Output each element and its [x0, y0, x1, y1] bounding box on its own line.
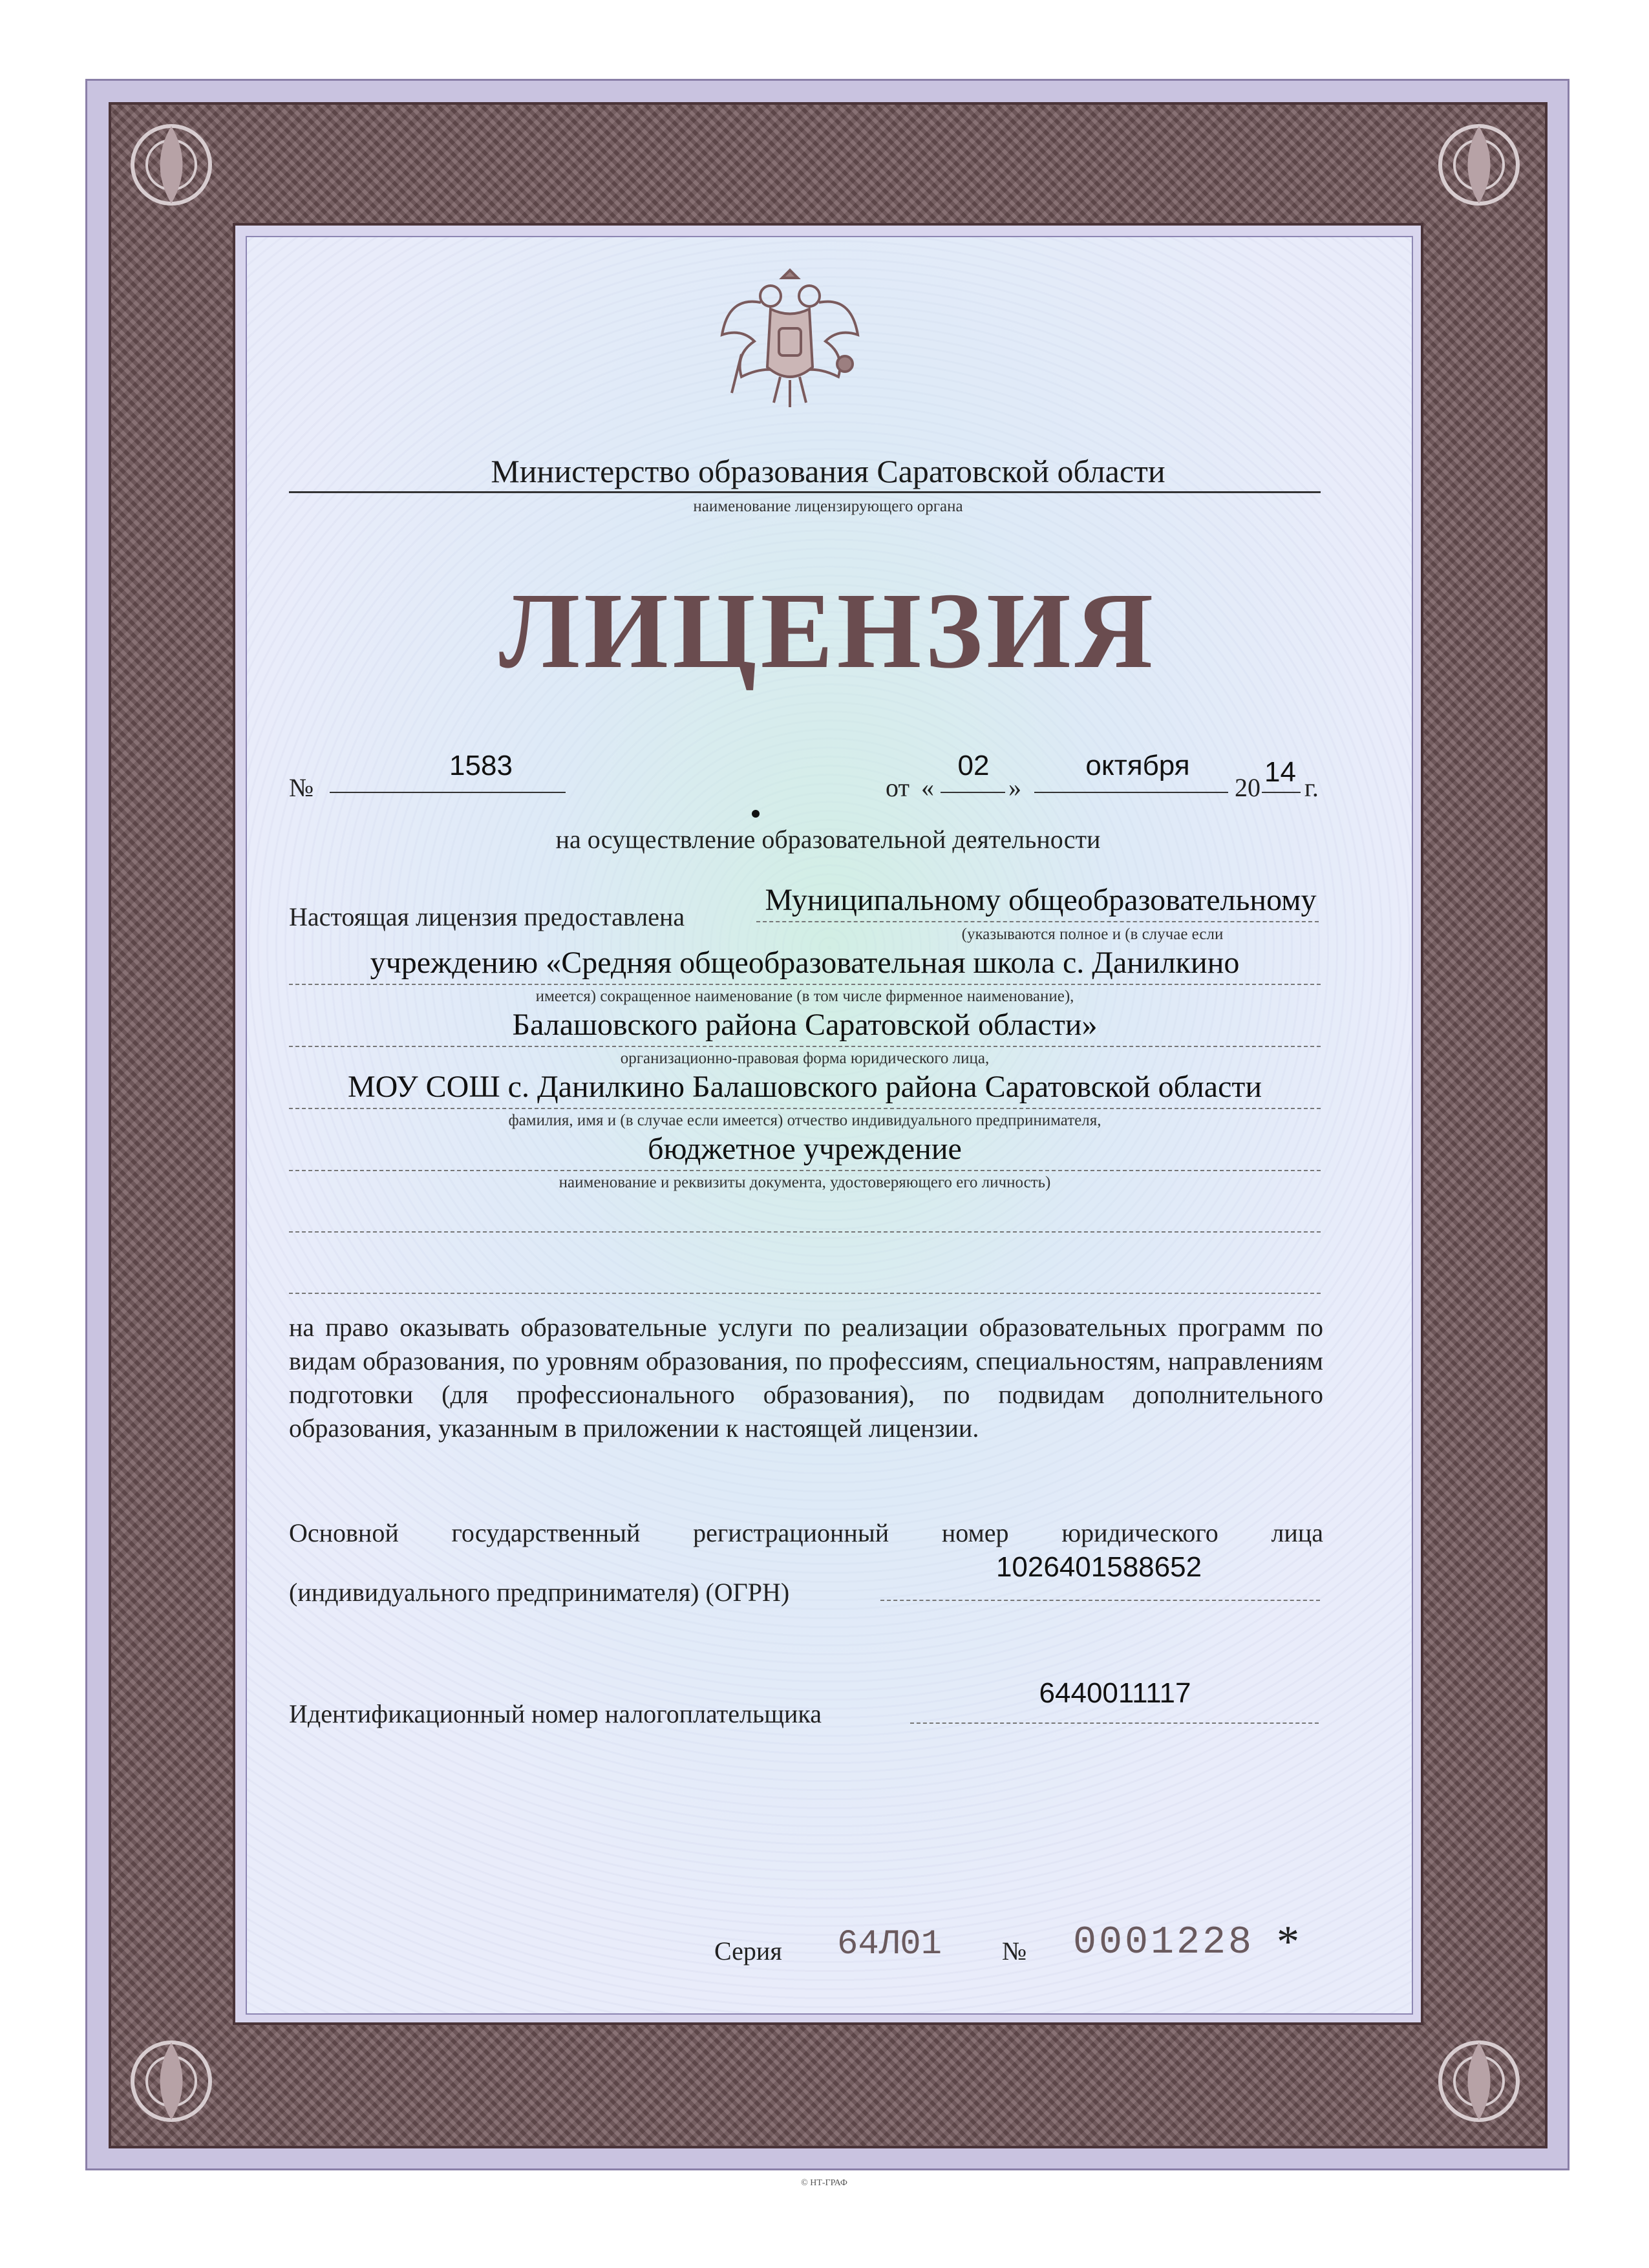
inn-rule — [910, 1722, 1319, 1724]
corner-ornament-icon — [1431, 116, 1527, 213]
holder-line-2-rule — [289, 984, 1321, 985]
series-number-value: 0001228 — [1073, 1921, 1255, 1965]
printer-imprint: © НТ-ГРАФ — [801, 2178, 847, 2188]
licensing-authority-name: Министерство образования Саратовской области — [491, 453, 1165, 489]
holder-name-line-5: бюджетное учреждение — [648, 1132, 962, 1166]
corner-ornament-icon — [123, 2033, 220, 2130]
holder-caption-1: (указываются полное и (в случае если — [961, 926, 1224, 943]
ogrn-label-line-1: Основной государственный регистрационный номер юридического лица — [289, 1518, 1323, 1547]
date-month-rule — [1034, 792, 1228, 793]
date-day: 02 — [957, 750, 990, 781]
date-year-rule — [1262, 792, 1301, 793]
authority-caption: наименование лицензирующего органа — [693, 498, 963, 515]
holder-caption-5: наименование и реквизиты документа, удостоверяющего его личность) — [559, 1174, 1051, 1191]
date-quote-close: » — [1008, 773, 1021, 802]
blank-line-2 — [289, 1293, 1321, 1294]
rights-paragraph: на право оказывать образовательные услуги по реализации образовательных программ по видам образования, по уровням образования, по профессиям, специальностям, направлениям подготовки (для профессионального образования), по подвидам дополнительного образования, указанным в приложении к настоящей лицензии. — [289, 1313, 1323, 1443]
date-year-suffix: 14 — [1264, 756, 1296, 788]
holder-name-line-4: МОУ СОШ с. Данилкино Балашовского района Саратовской области — [347, 1070, 1262, 1104]
license-purpose: на осуществление образовательной деятельности — [555, 825, 1101, 854]
holder-name-line-2: учреждению «Средняя общеобразовательная школа с. Данилкино — [370, 946, 1240, 980]
date-year-prefix: 20 — [1235, 773, 1261, 802]
license-number-rule — [330, 792, 566, 793]
corner-ornament-icon — [1431, 2033, 1527, 2130]
inn-value: 6440011117 — [1039, 1677, 1191, 1709]
corner-ornament-icon — [123, 116, 220, 213]
license-number-value: 1583 — [449, 750, 513, 781]
holder-caption-2: имеется) сокращенное наименование (в том числе фирменное наименование), — [535, 988, 1074, 1005]
date-month: октября — [1085, 750, 1190, 781]
ogrn-value: 1026401588652 — [995, 1551, 1202, 1583]
inn-label: Идентификационный номер налогоплательщика — [289, 1699, 822, 1728]
document-title: ЛИЦЕНЗИЯ — [499, 571, 1157, 691]
series-mark: * — [1277, 1917, 1299, 1967]
holder-caption-4: фамилия, имя и (в случае если имеется) отчество индивидуального предпринимателя, — [508, 1112, 1101, 1129]
date-day-rule — [941, 792, 1005, 793]
holder-line-5-rule — [289, 1170, 1321, 1171]
holder-line-4-rule — [289, 1108, 1321, 1109]
holder-line-1-rule — [756, 921, 1319, 922]
holder-name-line-3: Балашовского района Саратовской области» — [512, 1008, 1098, 1042]
blank-line-1 — [289, 1231, 1321, 1233]
series-value: 64Л01 — [837, 1925, 942, 1964]
ogrn-label-line-2: (индивидуального предпринимателя) (ОГРН) — [289, 1578, 790, 1607]
date-prefix: от — [886, 773, 910, 802]
holder-name-line-1: Муниципальному общеобразовательному — [765, 883, 1317, 917]
series-number-label: № — [1002, 1936, 1027, 1966]
series-label: Серия — [714, 1936, 782, 1966]
holder-caption-3: организационно-правовая форма юридического лица, — [620, 1050, 990, 1067]
license-number-label: № — [289, 773, 314, 802]
ink-dot — [752, 810, 760, 818]
holder-line-3-rule — [289, 1046, 1321, 1047]
authority-rule — [289, 491, 1321, 493]
granted-label: Настоящая лицензия предоставлена — [289, 902, 685, 931]
coat-of-arms-icon — [716, 257, 864, 412]
date-quote-open: « — [921, 773, 934, 802]
date-year-end: г. — [1304, 773, 1319, 802]
ogrn-rule — [880, 1600, 1320, 1601]
